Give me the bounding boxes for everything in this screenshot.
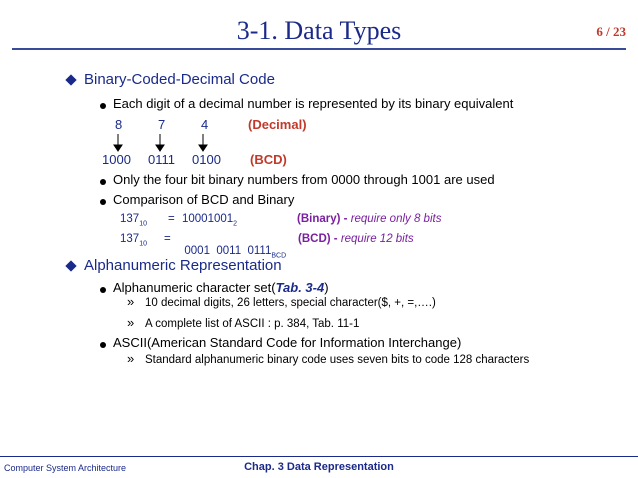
decimal-digit: 7 bbox=[158, 117, 166, 132]
down-arrow-icon bbox=[114, 134, 122, 151]
raquo-bullet-icon: » bbox=[127, 315, 135, 330]
slide-title: 3-1. Data Types bbox=[236, 16, 402, 45]
page-number: 6 / 23 bbox=[596, 24, 626, 39]
section-heading-alnum: Alphanumeric Representation bbox=[84, 257, 282, 274]
alnum-item-1-prefix: Alphanumeric character set( bbox=[113, 280, 276, 295]
alnum-sub-2: A complete list of ASCII : p. 384, Tab. 11-1 bbox=[145, 318, 360, 330]
note-dash: - bbox=[330, 233, 341, 245]
alnum-item-1-suffix: ) bbox=[324, 280, 329, 295]
note-dash: - bbox=[340, 213, 351, 225]
bcd-requirement: require 12 bits bbox=[340, 233, 414, 245]
base-subscript: 10 bbox=[139, 240, 147, 248]
dot-bullet-icon bbox=[100, 199, 106, 205]
decimal-digit: 8 bbox=[115, 117, 123, 132]
alnum-sub-1: 10 decimal digits, 26 letters, special character($, +, =,….) bbox=[145, 297, 436, 309]
base-subscript: 10 bbox=[139, 220, 147, 228]
bcd-item-1: Each digit of a decimal number is represented by its binary equivalent bbox=[113, 96, 514, 111]
raquo-bullet-icon: » bbox=[127, 351, 135, 366]
alnum-item-2: ASCII(American Standard Code for Information Interchange) bbox=[113, 335, 462, 350]
bcd-item-2: Only the four bit binary numbers from 0000 through 1001 are used bbox=[113, 172, 495, 187]
down-arrows bbox=[110, 134, 220, 152]
decimal-digit: 4 bbox=[201, 117, 209, 132]
alnum-sub-3: Standard alphanumeric binary code uses seven bits to code 128 characters bbox=[145, 354, 530, 366]
bcd-code: 0111 bbox=[148, 152, 175, 167]
binary-digits: 10001001 bbox=[182, 213, 234, 225]
decimal-number: 137 bbox=[120, 233, 140, 245]
bcd-note bbox=[298, 233, 414, 245]
down-arrow-icon bbox=[199, 134, 207, 151]
footer-divider bbox=[0, 456, 638, 457]
dot-bullet-icon bbox=[100, 287, 106, 293]
decimal-label: (Decimal) bbox=[248, 117, 307, 132]
bcd-subscript: BCD bbox=[271, 252, 287, 260]
footer-course: Computer System Architecture bbox=[4, 463, 127, 473]
dot-bullet-icon bbox=[100, 103, 106, 109]
bcd-code: 0100 bbox=[192, 152, 221, 167]
raquo-bullet-icon: » bbox=[127, 294, 135, 309]
footer-chapter: Chap. 3 Data Representation bbox=[244, 461, 394, 473]
bcd-compare-label: (BCD) bbox=[298, 233, 331, 245]
binary-requirement: require only 8 bits bbox=[350, 213, 442, 225]
equals-sign: = bbox=[164, 233, 171, 245]
comparison-row-binary bbox=[120, 213, 147, 227]
binary-value bbox=[182, 213, 237, 227]
base-subscript: 2 bbox=[233, 220, 238, 228]
bcd-value bbox=[178, 233, 286, 259]
equals-sign: = bbox=[168, 213, 175, 225]
decimal-number: 137 bbox=[120, 213, 140, 225]
dot-bullet-icon bbox=[100, 342, 106, 348]
bcd-digits: 0001 0011 0111 bbox=[184, 245, 272, 257]
down-arrow-icon bbox=[156, 134, 164, 151]
diamond-bullet-icon bbox=[65, 74, 76, 85]
section-heading-bcd: Binary-Coded-Decimal Code bbox=[84, 71, 275, 88]
binary-note bbox=[297, 213, 441, 225]
title-divider bbox=[12, 48, 626, 50]
comparison-row-bcd bbox=[120, 233, 147, 247]
diamond-bullet-icon bbox=[65, 260, 76, 271]
table-ref-link[interactable]: Tab. 3-4 bbox=[275, 280, 325, 295]
bcd-label: (BCD) bbox=[250, 152, 287, 167]
bcd-code: 1000 bbox=[102, 152, 131, 167]
binary-label: (Binary) bbox=[297, 213, 341, 225]
dot-bullet-icon bbox=[100, 179, 106, 185]
bcd-item-3: Comparison of BCD and Binary bbox=[113, 192, 295, 207]
alnum-item-1 bbox=[113, 280, 329, 295]
